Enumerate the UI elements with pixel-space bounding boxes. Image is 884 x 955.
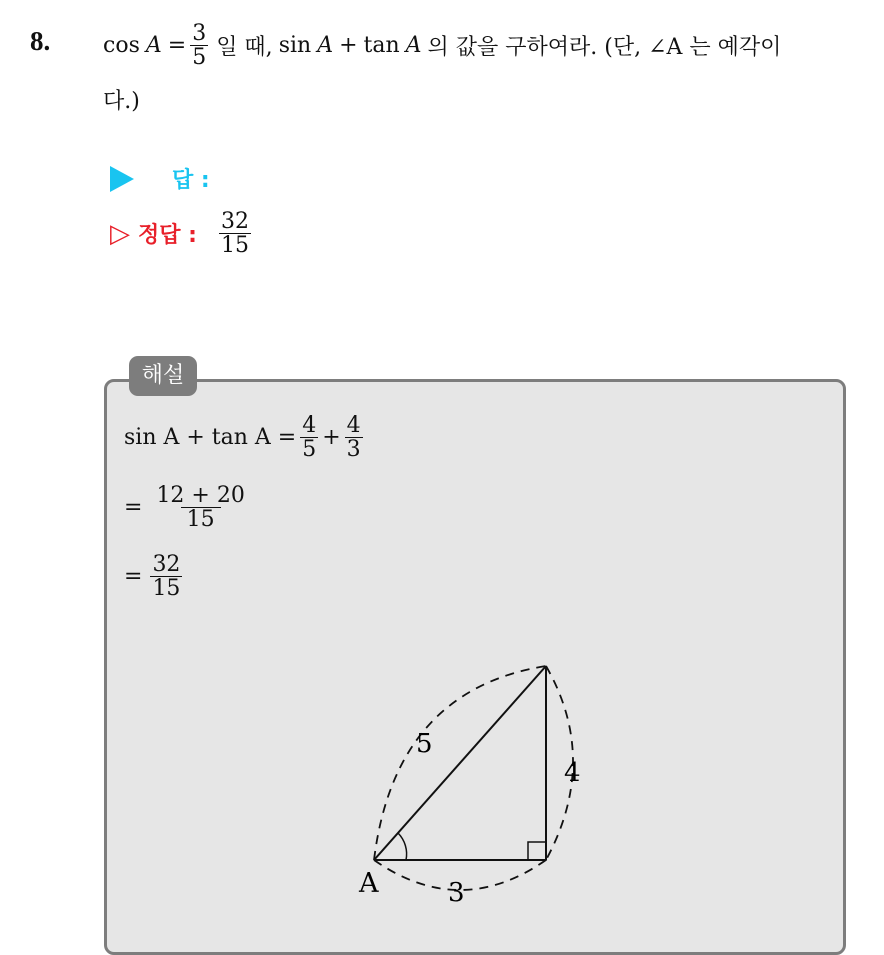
fraction-1-numerator: 4 <box>302 413 317 438</box>
vertex-a-label: A <box>359 868 379 899</box>
solution-equals-3: = <box>124 564 143 590</box>
sin-fn: sin <box>278 33 312 59</box>
cos-numerator: 3 <box>192 21 207 46</box>
cos-denominator: 5 <box>192 45 207 71</box>
fraction-4-denominator: 15 <box>152 576 181 602</box>
fraction-3-denominator: 15 <box>181 507 221 531</box>
vertical-label: 4 <box>564 758 581 788</box>
fraction-2-denominator: 3 <box>346 437 361 463</box>
var-a-2: A <box>317 33 334 59</box>
hypotenuse-label: 5 <box>416 729 433 759</box>
solution-tab: 해설 <box>129 356 197 396</box>
equals-sign: = <box>167 33 187 59</box>
text-when: 일 때, <box>216 35 273 61</box>
var-a: A <box>145 33 162 59</box>
fraction-2-numerator: 4 <box>346 413 361 438</box>
question-text-line2: 다.) <box>103 89 140 114</box>
question-number: 8. <box>30 26 51 56</box>
base-label: 3 <box>448 878 465 908</box>
outline-triangle-icon: ▷ <box>110 218 130 249</box>
fraction-4-numerator: 32 <box>152 552 181 577</box>
fraction-3-numerator: 12 + 20 <box>156 483 245 508</box>
correct-numerator: 32 <box>220 209 249 234</box>
hypotenuse-line <box>374 666 546 860</box>
correct-denominator: 15 <box>220 233 249 259</box>
fraction-1-denominator: 5 <box>302 437 317 463</box>
angle-a-arc <box>398 833 407 860</box>
solution-plus: + <box>322 425 341 451</box>
solution-lhs: sin A + tan A = <box>124 425 297 451</box>
var-a-3: A <box>405 33 422 59</box>
plus-sign: + <box>339 33 358 59</box>
correct-answer-label: 정답 : <box>138 223 197 249</box>
answer-label: 답 : <box>172 168 210 193</box>
solution-equals-2: = <box>124 495 143 521</box>
tan-fn: tan <box>363 33 400 59</box>
text-find: 의 값을 구하여라. (단, ∠A 는 예각이 <box>427 35 782 61</box>
right-angle-mark <box>528 842 546 860</box>
cos-fn: cos <box>103 33 140 59</box>
